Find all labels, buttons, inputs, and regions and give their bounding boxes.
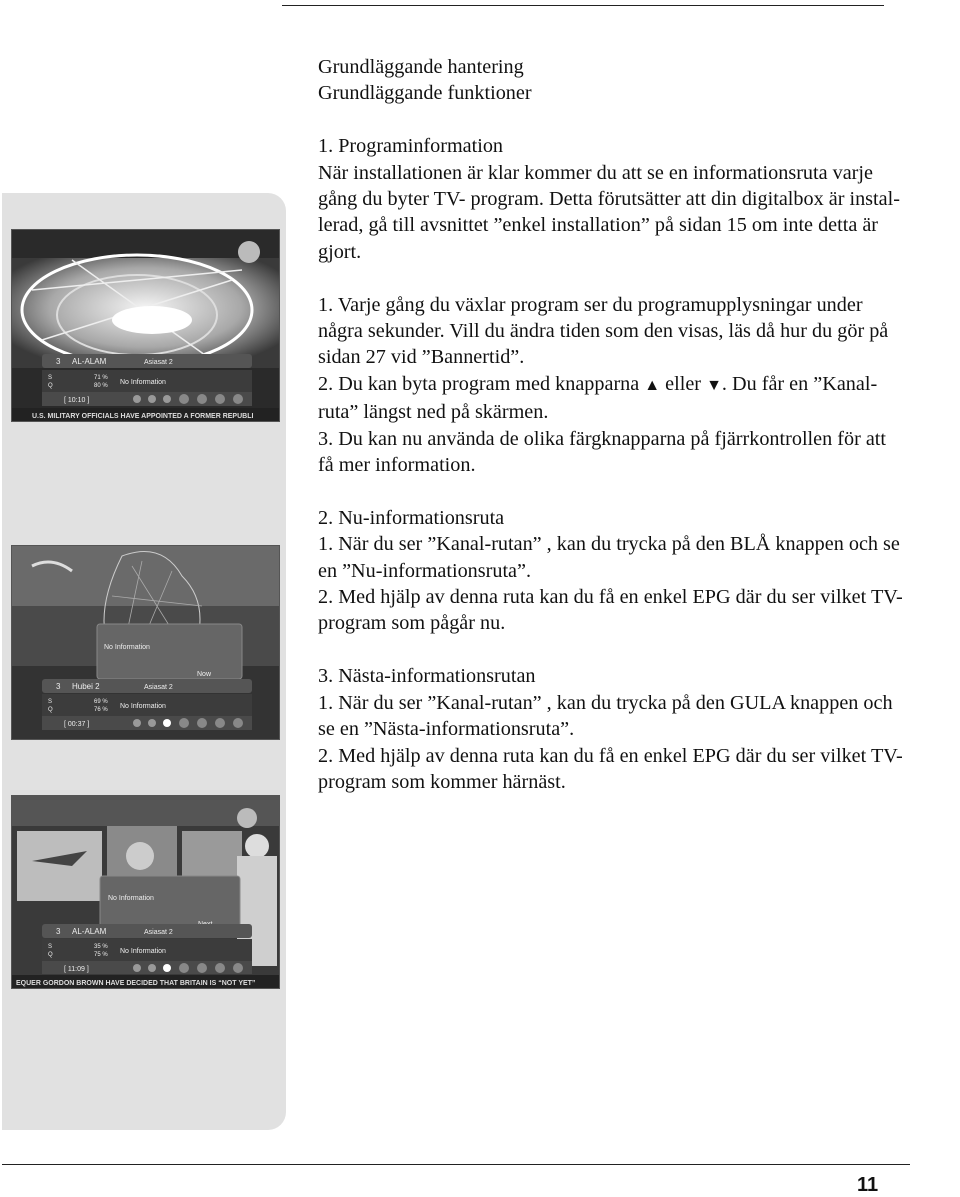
section-2-line: program som pågår nu. [318,612,506,635]
svg-text:EQUER GORDON BROWN HAVE DECIDE: EQUER GORDON BROWN HAVE DECIDED THAT BRITAIN IS “NOT YET” [16,980,256,987]
up-triangle-icon: ▲ [644,376,661,394]
svg-text:S: S [48,944,53,950]
svg-text:Q: Q [48,707,53,713]
section-1-intro-line: lerad, gå till avsnittet ”enkel installation” på sidan 15 om inte detta är [318,214,879,237]
section-1-intro-line: gång du byter TV- program. Detta förutsätter att din digitalbox är instal- [318,188,900,211]
down-triangle-icon: ▼ [706,376,722,394]
svg-text:3: 3 [56,927,61,936]
svg-text:S: S [48,375,53,381]
svg-text:3: 3 [56,357,61,366]
svg-text:U.S. MILITARY OFFICIALS HAVE A: U.S. MILITARY OFFICIALS HAVE APPOINTED A FORMER REPUBLI [32,413,254,420]
svg-text:Asiasat 2: Asiasat 2 [144,929,173,936]
section-1-step-line: sidan 27 vid ”Bannertid”. [318,346,525,369]
svg-text:S: S [48,699,53,705]
heading-line-1: Grundläggande hantering [318,56,524,78]
step-2-prefix: 2. Du kan byta program med knapparna [318,372,640,395]
svg-text:No Information: No Information [120,703,166,710]
tv-screenshot-now-info [11,545,280,740]
svg-text:[ 00:37 ]: [ 00:37 ] [64,721,90,728]
svg-text:No Information: No Information [104,644,150,651]
tv-screenshot-next-info [11,795,280,989]
section-1-step-line: några sekunder. Vill du ändra tiden som den visas, läs då hur du gör på [318,320,889,343]
channel-banner [42,354,252,406]
page-number: 11 [857,1174,879,1196]
tv-screenshot-channel-box [11,229,280,422]
svg-text:35 %: 35 % [94,944,108,950]
section-1-intro-line: När installationen är klar kommer du att se en informationsruta varje [318,161,873,184]
section-2-line: 2. Med hjälp av denna ruta kan du få en enkel EPG där du ser vilket TV- [318,586,903,609]
svg-text:[ 10:10 ]: [ 10:10 ] [64,397,90,404]
next-info-popup [100,876,240,931]
section-2-line: 1. När du ser ”Kanal-rutan” , kan du trycka på den BLÅ knappen och se [318,533,900,556]
section-1-title: 1. Programinformation [318,135,504,158]
section-3-line: 2. Med hjälp av denna ruta kan du få en enkel EPG där du ser vilket TV- [318,744,903,767]
section-1-step-2 [318,371,958,399]
section-1-step-line: 3. Du kan nu använda de olika färgknapparna på fjärrkontrollen för att [318,427,887,450]
svg-text:Q: Q [48,952,53,958]
svg-text:Q: Q [48,383,53,389]
step-2-mid: eller [665,372,702,395]
heading-line-2: Grundläggande funktioner [318,82,532,105]
svg-text:Now: Now [197,671,212,678]
svg-text:75 %: 75 % [94,952,108,958]
now-info-popup [97,624,242,679]
main-text [318,54,958,795]
svg-text:AL-ALAM: AL-ALAM [72,357,107,366]
svg-text:No Information: No Information [120,948,166,955]
svg-text:69 %: 69 % [94,699,108,705]
section-1-step-line: ruta” längst ned på skärmen. [318,401,549,424]
svg-text:AL-ALAM: AL-ALAM [72,927,107,936]
top-rule [282,5,884,6]
section-3-line: se en ”Nästa-informationsruta”. [318,718,575,741]
section-3-line: 1. När du ser ”Kanal-rutan” , kan du trycka på den GULA knappen och [318,691,893,714]
section-1-intro-line: gjort. [318,240,362,263]
section-2-line: en ”Nu-informationsruta”. [318,559,532,582]
section-3-line: program som kommer härnäst. [318,770,566,793]
svg-text:[ 11:09 ]: [ 11:09 ] [64,966,89,973]
channel-banner [42,924,252,974]
svg-text:Asiasat 2: Asiasat 2 [144,359,173,366]
section-1-step-line: få mer information. [318,454,476,477]
section-2-title: 2. Nu-informationsruta [318,506,505,529]
svg-text:71 %: 71 % [94,375,108,381]
step-2-suffix: . Du får en ”Kanal- [721,372,878,395]
svg-text:3: 3 [56,682,61,691]
svg-text:No Information: No Information [120,379,166,386]
section-1-step-line: 1. Varje gång du växlar program ser du programupplysningar under [318,293,863,316]
section-3-title: 3. Nästa-informationsrutan [318,665,536,688]
svg-text:76 %: 76 % [94,707,108,713]
svg-text:80 %: 80 % [94,383,108,389]
bottom-rule [2,1164,910,1165]
svg-text:Hubei 2: Hubei 2 [72,682,100,691]
svg-text:No Information: No Information [108,895,154,902]
channel-banner [42,679,252,730]
svg-text:Asiasat 2: Asiasat 2 [144,684,173,691]
